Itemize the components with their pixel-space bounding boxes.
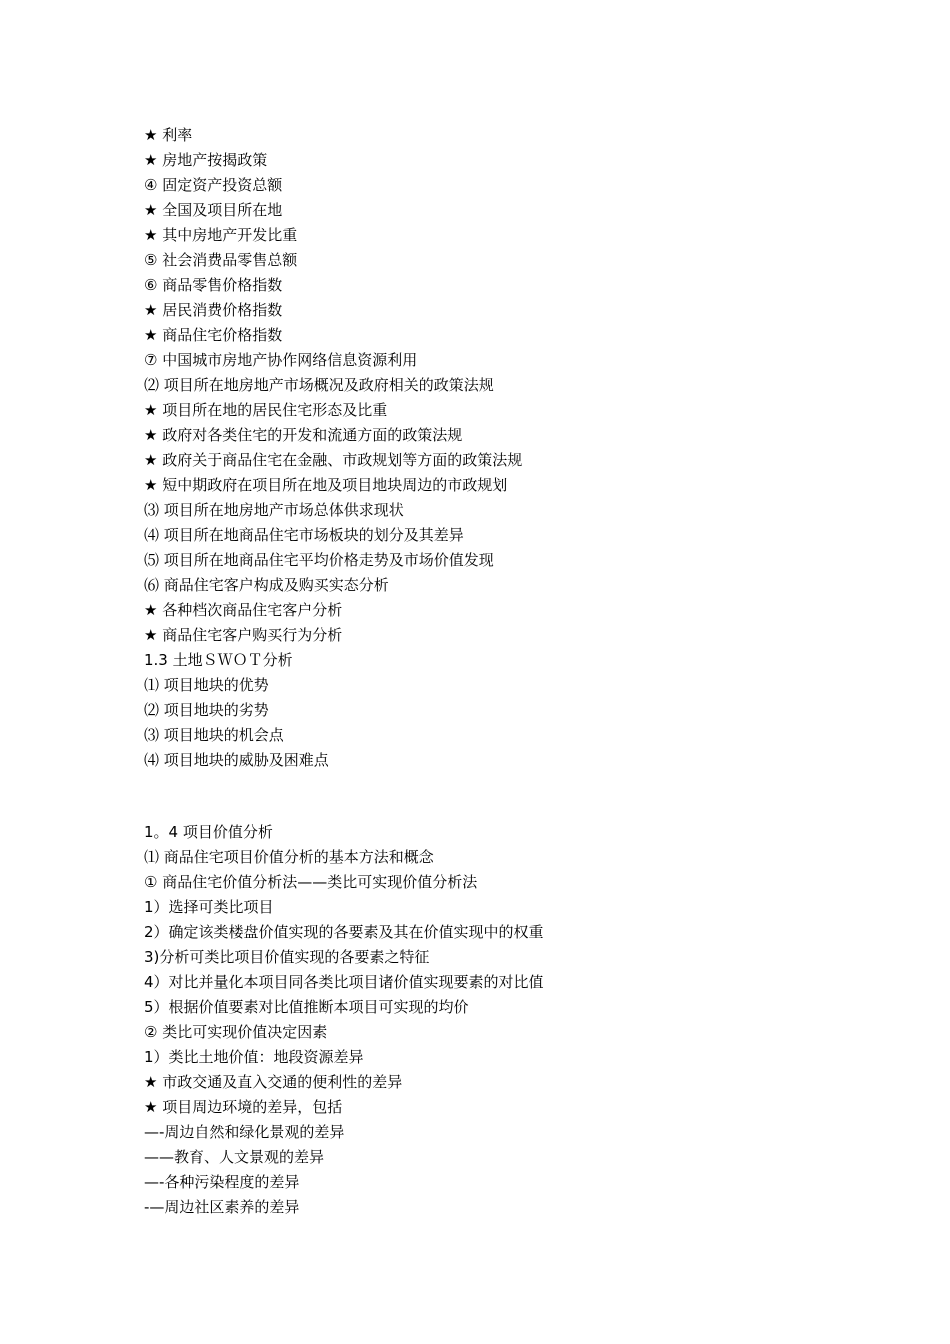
text-line: ② 类比可实现价值决定因素	[144, 1023, 328, 1041]
text-line: ★ 项目所在地的居民住宅形态及比重	[144, 401, 388, 419]
text-line: ⑶ 项目地块的机会点	[144, 726, 284, 744]
text-line: ⑸ 项目所在地商品住宅平均价格走势及市场价值发现	[144, 551, 494, 569]
text-line: ⑥ 商品零售价格指数	[144, 276, 283, 294]
text-line: ★ 市政交通及直入交通的便利性的差异	[144, 1073, 403, 1091]
text-line: ★ 房地产按揭政策	[144, 151, 268, 169]
text-line: ★ 商品住宅客户购买行为分析	[144, 626, 343, 644]
text-section-market-analysis	[144, 123, 844, 773]
text-line: ★ 居民消费价格指数	[144, 301, 283, 319]
text-line: ★ 短中期政府在项目所在地及项目地块周边的市政规划	[144, 476, 508, 494]
text-line: ★ 商品住宅价格指数	[144, 326, 283, 344]
text-line: ⑵ 项目地块的劣势	[144, 701, 269, 719]
text-line: ★ 各种档次商品住宅客户分析	[144, 601, 343, 619]
text-line: —-各种污染程度的差异	[144, 1173, 300, 1191]
text-line: ★ 全国及项目所在地	[144, 201, 283, 219]
text-line: ⑤ 社会消费品零售总额	[144, 251, 298, 269]
text-line: ① 商品住宅价值分析法——类比可实现价值分析法	[144, 873, 478, 891]
text-line: ⑷ 项目所在地商品住宅市场板块的划分及其差异	[144, 526, 464, 544]
text-section-value-analysis	[144, 820, 844, 1220]
text-line: ⑴ 商品住宅项目价值分析的基本方法和概念	[144, 848, 434, 866]
text-line: 2）确定该类楼盘价值实现的各要素及其在价值实现中的权重	[144, 923, 544, 941]
text-line: —-周边自然和绿化景观的差异	[144, 1123, 345, 1141]
section-heading: 1。4 项目价值分析	[144, 823, 273, 841]
text-line: ★ 政府对各类住宅的开发和流通方面的政策法规	[144, 426, 463, 444]
text-line: ★ 其中房地产开发比重	[144, 226, 298, 244]
text-line: ⑴ 项目地块的优势	[144, 676, 269, 694]
text-line: 1）选择可类比项目	[144, 898, 274, 916]
text-line: ⑷ 项目地块的威胁及困难点	[144, 751, 329, 769]
text-line: -—周边社区素养的差异	[144, 1198, 300, 1216]
text-line: ⑶ 项目所在地房地产市场总体供求现状	[144, 501, 404, 519]
text-line: ★ 项目周边环境的差异，包括	[144, 1098, 343, 1116]
text-line: 3)分析可类比项目价值实现的各要素之特征	[144, 948, 430, 966]
text-line: 5）根据价值要素对比值推断本项目可实现的均价	[144, 998, 469, 1016]
text-line: ——教育、人文景观的差异	[144, 1148, 325, 1166]
text-line: 1）类比土地价值：地段资源差异	[144, 1048, 364, 1066]
section-heading: 1.3 土地ＳＷＯＴ分析	[144, 651, 293, 669]
text-line: ⑵ 项目所在地房地产市场概况及政府相关的政策法规	[144, 376, 494, 394]
text-line: 4）对比并量化本项目同各类比项目诸价值实现要素的对比值	[144, 973, 544, 991]
text-line: ⑦ 中国城市房地产协作网络信息资源利用	[144, 351, 418, 369]
text-line: ⑹ 商品住宅客户构成及购买实态分析	[144, 576, 389, 594]
text-line: ★ 利率	[144, 126, 193, 144]
text-line: ④ 固定资产投资总额	[144, 176, 283, 194]
text-line: ★ 政府关于商品住宅在金融、市政规划等方面的政策法规	[144, 451, 523, 469]
